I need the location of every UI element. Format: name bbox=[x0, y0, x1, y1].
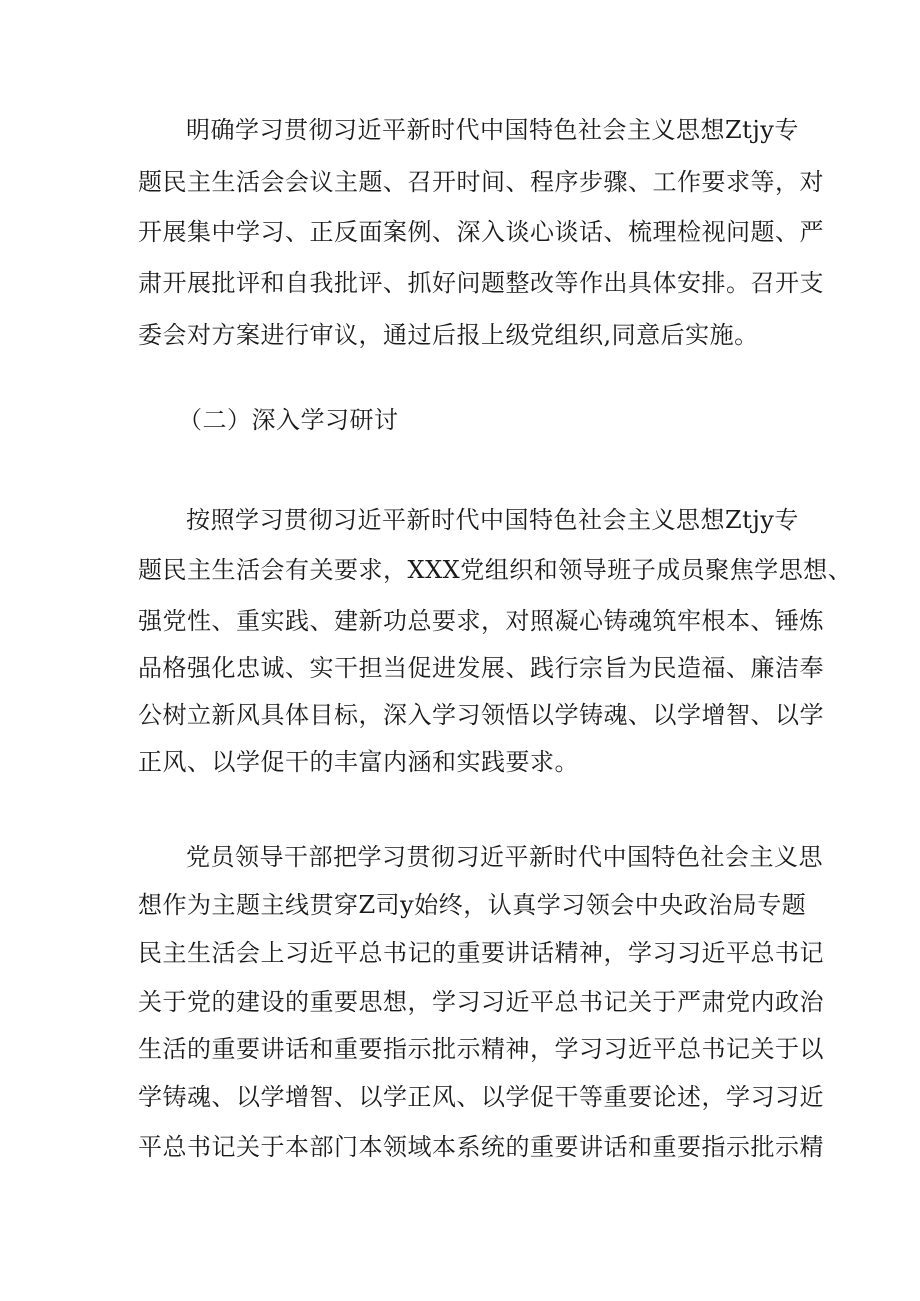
paragraph-2-line-3: 强党性、重实践、建新功总要求，对照凝心铸魂筑牢根本、锤炼 bbox=[138, 607, 824, 635]
paragraph-3-line-5: 生活的重要讲话和重要指示批示精神，学习习近平总书记关于以 bbox=[138, 1035, 824, 1063]
paragraph-3-line-7: 平总书记关于本部门本领域本系统的重要讲话和重要指示批示精 bbox=[138, 1133, 824, 1161]
paragraph-3-line-2: 想作为主题主线贯穿Z司y始终，认真学习领会中央政治局专题 bbox=[138, 891, 807, 919]
paragraph-1-line-4: 肃开展批评和自我批评、抓好问题整改等作出具体安排。召开支 bbox=[138, 269, 824, 297]
paragraph-3-line-3: 民主生活会上习近平总书记的重要讲话精神，学习习近平总书记 bbox=[138, 939, 824, 967]
paragraph-2-line-5: 公树立新风具体目标，深入学习领悟以学铸魂、以学增智、以学 bbox=[138, 701, 824, 729]
section-heading: （二）深入学习研讨 bbox=[178, 406, 399, 434]
paragraph-2-line-4: 品格强化忠诚、实干担当促进发展、践行宗旨为民造福、廉洁奉 bbox=[138, 654, 824, 682]
paragraph-1-line-2: 题民主生活会会议主题、召开时间、程序步骤、工作要求等，对 bbox=[138, 168, 824, 196]
paragraph-2-line-1: 按照学习贯彻习近平新时代中国特色社会主义思想Ztjy专 bbox=[186, 506, 799, 534]
paragraph-3-line-6: 学铸魂、以学增智、以学正风、以学促干等重要论述，学习习近 bbox=[138, 1083, 824, 1111]
paragraph-1-line-5: 委会对方案进行审议，通过后报上级党组织,同意后实施。 bbox=[138, 321, 759, 349]
paragraph-3-line-4: 关于党的建设的重要思想，学习习近平总书记关于严肃党内政治 bbox=[138, 988, 824, 1016]
paragraph-3-line-1: 党员领导干部把学习贯彻习近平新时代中国特色社会主义思 bbox=[186, 843, 823, 871]
paragraph-1-line-1: 明确学习贯彻习近平新时代中国特色社会主义思想Ztjy专 bbox=[186, 116, 799, 144]
paragraph-1-line-3: 开展集中学习、正反面案例、深入谈心谈话、梳理检视问题、严 bbox=[138, 218, 824, 246]
paragraph-2-line-6: 正风、以学促干的丰富内涵和实践要求。 bbox=[138, 748, 579, 776]
paragraph-2-line-2: 题民主生活会有关要求，XXX党组织和领导班子成员聚焦学思想、 bbox=[138, 556, 853, 584]
